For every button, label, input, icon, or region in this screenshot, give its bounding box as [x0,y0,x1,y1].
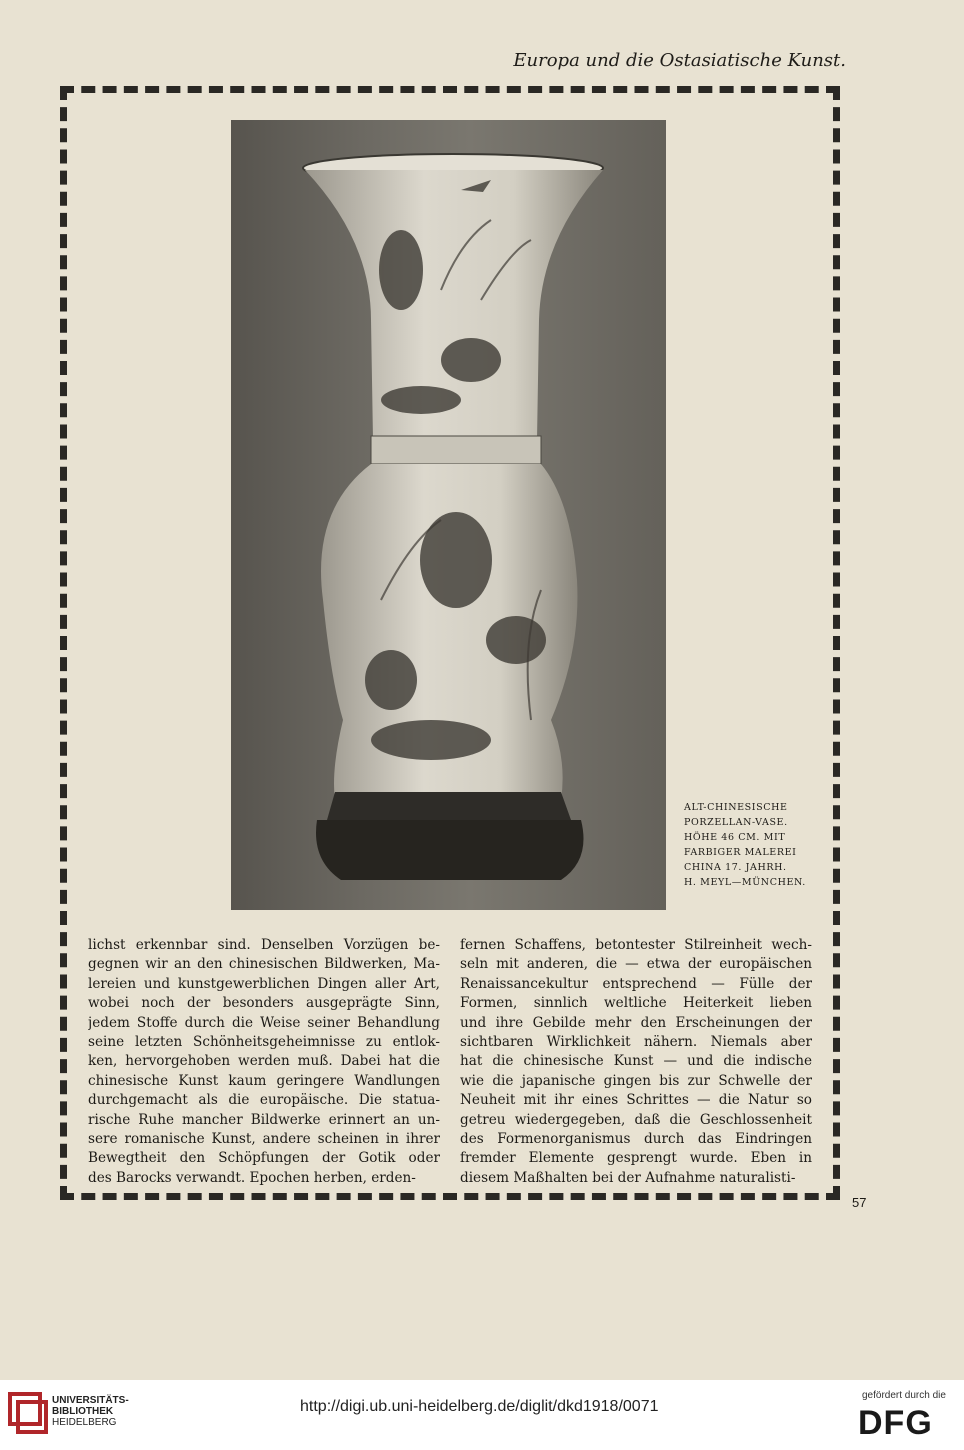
text-line: gegnen wir an den chinesischen Bildwerken, Ma- [88,956,440,973]
caption-line: HÖHE 46 CM. MIT [684,832,786,843]
text-line: fremder Elemente gesprengt wurde. Eben in [460,1150,812,1167]
text-line: hat die chinesische Kunst — und die indische [460,1053,812,1070]
text-line: durchgemacht als die europäische. Die statua- [88,1092,440,1109]
text-line: wobei noch der besonders ausgeprägte Sinn, [88,995,440,1012]
vase-photograph [231,120,666,910]
source-url-link[interactable]: http://digi.ub.uni-heidelberg.de/diglit/dkd1918/0071 [300,1398,659,1415]
text-line: ken, hervorgehoben werden muß. Dabei hat die [88,1053,440,1070]
text-line: sere romanische Kunst, andere scheinen in ihrer [88,1131,440,1148]
text-column-right [460,936,812,1188]
text-line: lereien und kunstgewerblichen Dingen aller Art, [88,975,440,992]
text-line: seln mit anderen, die — etwa der europäischen [460,956,812,973]
text-line: des Formenorganismus durch das Eindringen [460,1131,812,1148]
text-line: und ihre Gebilde mehr den Erscheinungen der [460,1014,812,1031]
text-line: rische Ruhe mancher Bildwerke erinnert an un- [88,1111,440,1128]
caption-line: CHINA 17. JAHRH. [684,862,787,873]
text-line: chinesische Kunst kaum geringere Wandlungen [88,1072,440,1089]
caption-line: ALT-CHINESISCHE [684,802,788,813]
text-line: des Barocks verwandt. Epochen herben, erden- [88,1169,416,1186]
text-line: diesem Maßhalten bei der Aufnahme naturalisti- [460,1169,796,1186]
text-line: Neuheit mit ihr eines Schrittes — die Natur so [460,1092,812,1109]
text-line: seine letzten Schönheitsgeheimnisse zu entlok- [88,1034,440,1051]
figure-caption [684,800,834,890]
dfg-logo[interactable]: DFG [858,1404,933,1442]
library-name-line: BIBLIOTHEK [52,1406,114,1417]
vase-illustration [231,120,666,910]
text-line: wie die japanische gingen bis zur Schwelle der [460,1072,812,1089]
text-line: Renaissancekultur entsprechend — Fülle der [460,975,812,992]
text-line: sichtbaren Wirklichkeit nähern. Niemals aber [460,1034,812,1051]
page-number: 57 [852,1195,867,1210]
running-head: Europa und die Ostasiatische Kunst. [513,50,846,71]
text-line: getreu wiedergegeben, daß die Geschlossenheit [460,1111,812,1128]
caption-line: FARBIGER MALEREI [684,847,797,858]
text-line: fernen Schaffens, betontester Stilreinheit wech- [460,937,812,953]
funded-by-label: gefördert durch die [862,1390,946,1401]
vase-foot [327,792,571,820]
vase-band [371,436,541,464]
library-name-line: HEIDELBERG [52,1417,117,1428]
vase-stand [316,820,584,880]
text-column-left [88,936,440,1188]
library-logo-icon[interactable] [8,1392,48,1436]
text-line: Formen, sinnlich weltliche Heiterkeit lieben [460,995,812,1012]
library-name [52,1395,129,1428]
text-line: Bewegtheit den Schöpfungen der Gotik oder [88,1150,440,1167]
text-line: jedem Stoffe durch die Weise seiner Behandlung [88,1014,440,1031]
library-name-line: UNIVERSITÄTS- [52,1395,129,1406]
text-line: lichst erkennbar sind. Denselben Vorzügen be- [88,937,440,953]
caption-line: PORZELLAN-VASE. [684,817,788,828]
caption-line: H. MEYL—MÜNCHEN. [684,877,806,888]
